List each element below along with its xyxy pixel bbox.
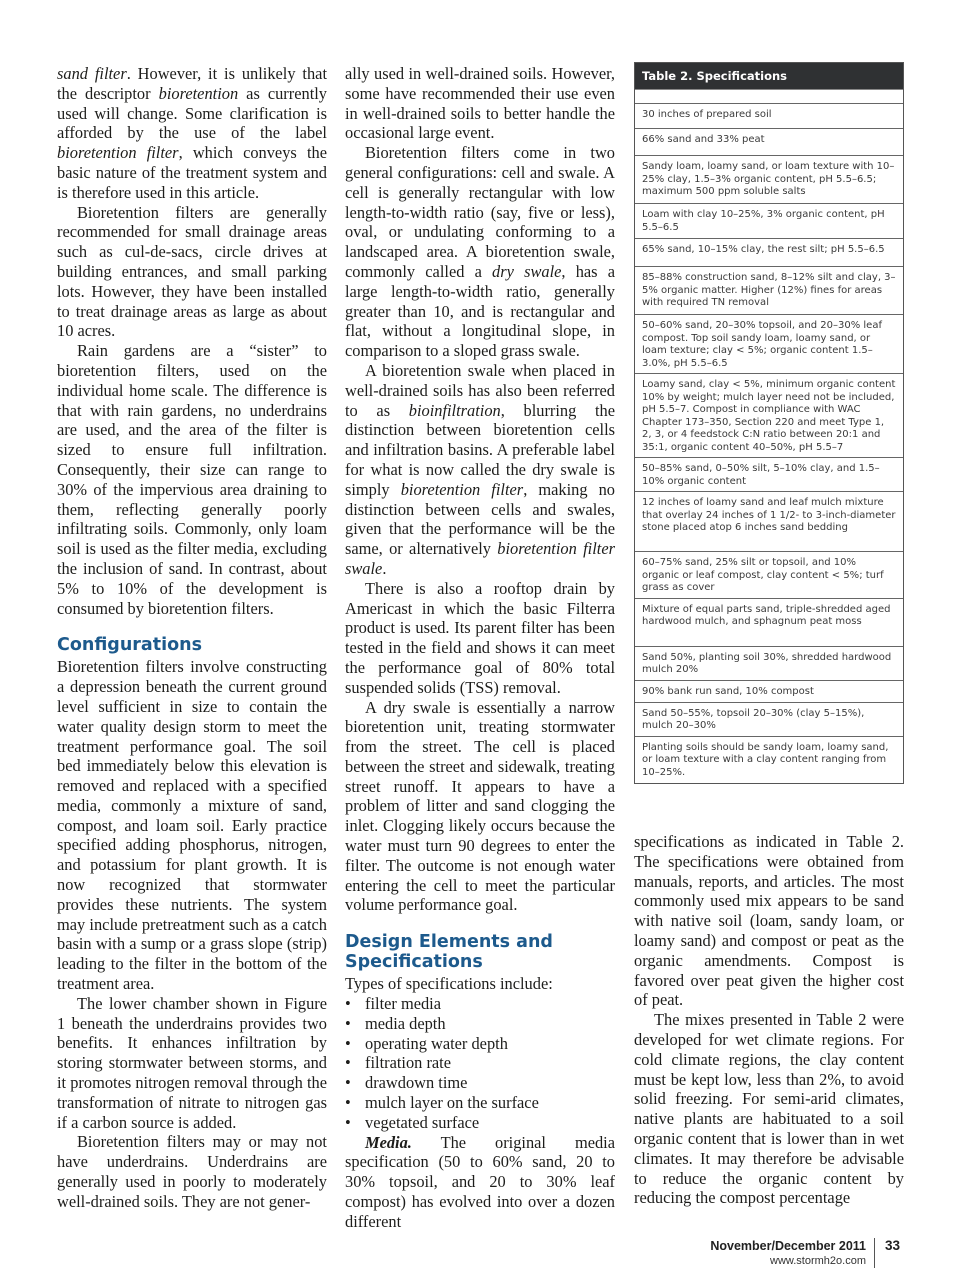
text: The original media specification (50 to 60% sand, 20 to 30% topsoil, and 20 to 30% leaf compost) has evolved into over a dozen different xyxy=(345,1132,615,1231)
italic-term: bioretention filter xyxy=(57,143,179,163)
paragraph: Bioretention filters are generally recommended for small drainage areas such as cul-de-sacs, circle drives at building entrances, and small parking lots. However, they have been installed to treat drainage areas as large as about 10 acres. xyxy=(57,202,327,341)
list-item: • mulch layer on the surface xyxy=(345,1093,615,1113)
section-heading: Configurations xyxy=(57,635,202,656)
italic-term: bioretention filter swale xyxy=(345,539,615,578)
table-row: 66% sand and 33% peat xyxy=(635,128,903,155)
list-item: • media depth xyxy=(345,1014,615,1034)
table-title: Table 2. Specifications xyxy=(635,63,903,90)
paragraph: Types of specifications include: xyxy=(345,974,553,994)
list-item: • operating water depth xyxy=(345,1034,615,1054)
table-row: 30 inches of prepared soil xyxy=(635,103,903,128)
table-row: 50–60% sand, 20–30% topsoil, and 20–30% leaf compost. Top soil sandy loam, loamy sand, or loam texture; clay < 5%; organic content 1.5–3.0%, pH 5.5–6.5 xyxy=(635,314,903,373)
text: , making no distinction between cells and swales, given that the performance will be the same, or alternatively xyxy=(345,479,615,559)
table-row: 60–75% sand, 25% silt or topsoil, and 10% organic or leaf compost, clay content < 5%; turf grass as cover xyxy=(635,551,903,598)
text-column-2 xyxy=(345,64,615,1232)
paragraph xyxy=(57,64,327,203)
text: . However, it is unlikely that the descriptor xyxy=(57,64,327,103)
table-row: Sand 50%, planting soil 30%, shredded hardwood mulch 20% xyxy=(635,646,903,680)
list-item: • filter media xyxy=(345,994,615,1014)
list-item: • filtration rate xyxy=(345,1053,615,1073)
table-row: 90% bank run sand, 10% compost xyxy=(635,680,903,702)
text: , which conveys the basic nature of the treatment system and is therefore used in this article. xyxy=(57,143,327,202)
table-row: 12 inches of loamy sand and leaf mulch mixture that overlay 24 inches of 1 1/2- to 3-inch-diameter stone placed atop 6 inches sand bedding xyxy=(635,491,903,551)
table-row: Loam with clay 10–25%, 3% organic content, pH 5.5–6.5 xyxy=(635,203,903,238)
paragraph: There is also a rooftop drain by Americast in which the basic Filterra product is used. Its parent filter has been tested in the field and shows it can meet the performance goal of 80% total suspended solids (TSS) removal. xyxy=(345,578,615,697)
section-heading: Design Elements and Specifications xyxy=(345,932,553,973)
table-row: Sandy loam, loamy sand, or loam texture with 10–25% clay, 1.5–3% organic content, pH 5.5–6.5; maximum 500 ppm soluble salts xyxy=(635,155,903,203)
table-spacer xyxy=(635,90,903,103)
text: as currently used will change. Some clarification is afforded by the use of the label xyxy=(57,83,328,143)
list-item: • drawdown time xyxy=(345,1073,615,1093)
table-row: 50–85% sand, 0–50% silt, 5–10% clay, and 1.5–10% organic content xyxy=(635,457,903,491)
paragraph: Bioretention filters may or may not have underdrains. Underdrains are generally used in poorly to moderately well-drained soils. They are not gener- xyxy=(57,1132,327,1211)
text: , blurring the distinction between bioretention cells and infiltration basins. A preferable label for what is now called the dry swale is simply xyxy=(345,400,615,499)
paragraph xyxy=(345,361,615,579)
paragraph: The mixes presented in Table 2 were developed for wet climate regions. For cold climate regions, the clay content must be kept low, less than 2%, to avoid solid freezing. For semi-arid climates, native plants are habituated to a soil organic content that is lower than in wet climates. It may therefore be advisable to reduce the organic content by reducing the compost percentage xyxy=(634,1010,904,1208)
footer-divider xyxy=(874,1238,875,1268)
italic-term: dry swale xyxy=(492,261,562,281)
italic-term: bioretention filter xyxy=(400,479,524,499)
table-row: Sand 50–55%, topsoil 20–30% (clay 5–15%), mulch 20–30% xyxy=(635,702,903,736)
run-in-heading: Media. xyxy=(365,1132,412,1152)
page-number: 33 xyxy=(884,1238,900,1253)
issue-date: November/December 2011 xyxy=(710,1239,866,1253)
paragraph: The lower chamber shown in Figure 1 beneath the underdrains provides two benefits. It enhances infiltration by storing stormwater between storms, and it promotes nitrogen removal through the transformation of nitrate to nitrogen gas if a carbon source is added. xyxy=(57,993,327,1132)
website-url: www.stormh2o.com xyxy=(770,1255,866,1267)
table-row: 65% sand, 10–15% clay, the rest silt; pH 5.5–6.5 xyxy=(635,238,903,266)
spec-types-list xyxy=(345,994,615,1133)
italic-term: bioretention xyxy=(158,83,239,103)
text: , has a large length-to-width ratio, generally greater than 10, and is rectangular and flat, without a longitudinal slope, in comparison to a sloped grass swale. xyxy=(345,261,615,361)
paragraph: ally used in well-drained soils. However, some have recommended their use even in well-drained soils to better handle the occasional large event. xyxy=(345,64,615,143)
paragraph: Bioretention filters involve constructing a depression beneath the current ground level sufficient in size to contain the water quality design storm to meet the treatment performance goal. The soil bed immediately below this elevation is removed and replaced with a specified media, commonly a mixture of sand, compost, and loam soil. Early practice specified adding phosphorus, nitrogen, and potassium for plant growth. It is now recognized that stormwater provides these nutrients. The system may include pretreatment such as a catch basin with a sump or a grass slope (strip) leading to the filter in the bottom of the treatment area. xyxy=(57,657,327,994)
list-item: • vegetated surface xyxy=(345,1113,615,1133)
text-column-1 xyxy=(57,64,327,1212)
text: . xyxy=(382,558,387,578)
table-row: Planting soils should be sandy loam, loamy sand, or loam texture with a clay content ranging from 10–25%. xyxy=(635,736,903,783)
text: Bioretention filters come in two general configurations: cell and swale. A cell is generally rectangular with low length-to-width ratio (say, five or less), oval, or undulating conforming to a landscaped area. A bioretention swale, commonly called a xyxy=(345,143,615,281)
page-footer xyxy=(600,1238,900,1272)
text: A bioretention swale when placed in well-drained soils has also been referred to as xyxy=(345,360,615,420)
italic-term: sand filter xyxy=(57,64,127,83)
paragraph: specifications as indicated in Table 2. The specifications were obtained from manuals, reports, and articles. The most commonly used mix appears to be sand with native soil (loam, sandy loam, or loamy sand) and compost or peat as the organic amendments. Compost is favored over peat given the higher cost of peat. xyxy=(634,832,904,1010)
text-column-3 xyxy=(634,832,904,1208)
paragraph xyxy=(345,1133,615,1232)
paragraph: Rain gardens are a “sister” to bioretention filters, used on the individual home scale. The difference is that with rain gardens, no underdrains are used, and the area of the filter is sized to ensure full infiltration. Consequently, their size can range to 30% of the impervious area draining to them, reflecting generally poorly infiltrating soils. Commonly, only loam soil is used as the filter media, excluding the inclusion of sand. In contrast, about 5% to 10% of the development is consumed by bioretention filters. xyxy=(57,341,327,618)
specifications-table xyxy=(634,62,904,784)
paragraph: A dry swale is essentially a narrow bioretention unit, treating stormwater from the street. The cell is placed between the street and sidewalk, treating street runoff. It appears to have a problem of litter and sand clogging the inlet. Clogging likely occurs because the water must turn 90 degrees to enter the filter. The outcome is not enough water entering the cell to meet the particular volume performance goal. xyxy=(345,697,615,915)
italic-term: bioinfiltration xyxy=(408,400,501,420)
table-row: Mixture of equal parts sand, triple-shredded aged hardwood mulch, and sphagnum peat moss xyxy=(635,598,903,646)
table-row: Loamy sand, clay < 5%, minimum organic content 10% by weight; mulch layer need not be included, pH 5.5–7. Compost in compliance with WAC Chapter 173–350, Section 220 and meet Type 1, 2, 3, or 4 feedstock C:N ratio between 20:1 and 35:1, organic content 40–50%, pH 5.5–7 xyxy=(635,373,903,457)
paragraph xyxy=(345,143,615,361)
table-row: 85–88% construction sand, 8–12% silt and clay, 3–5% organic matter. Higher (12%) fines for areas with required TN removal xyxy=(635,266,903,314)
